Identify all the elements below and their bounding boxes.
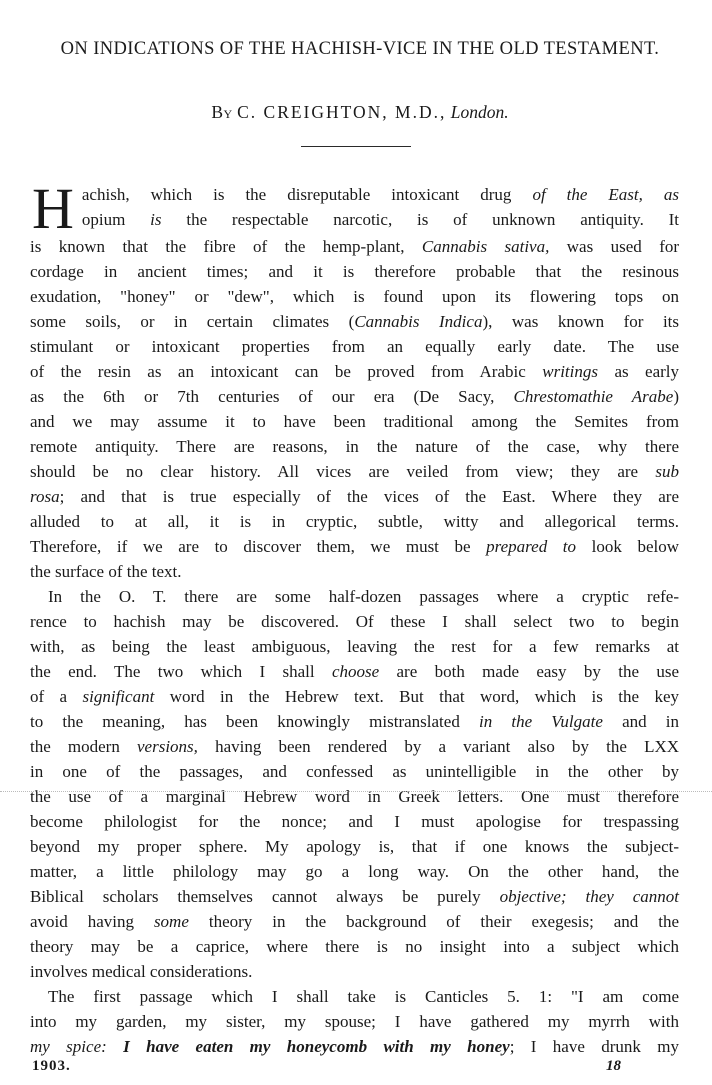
text-line: the end. The two which I shall choose are both made easy by the use bbox=[30, 662, 680, 681]
text-line: with, as being the least ambiguous, leaving the rest for a few remarks at bbox=[30, 637, 679, 656]
author-city: London. bbox=[450, 102, 509, 122]
text-line: involves medical considerations. bbox=[30, 962, 253, 981]
byline bbox=[40, 101, 680, 123]
text-line: avoid having some theory in the background of their exegesis; and the bbox=[30, 912, 680, 931]
text-line: matter, a little philology may go a long way. On the other hand, the bbox=[30, 862, 679, 881]
text-line: The first passage which I shall take is Canticles 5. 1: "I am come bbox=[48, 987, 679, 1006]
text-line: the surface of the text. bbox=[30, 562, 182, 581]
text-line: Biblical scholars themselves cannot always be purely objective; they cannot bbox=[30, 887, 680, 906]
text-line: alluded to at all, it is in cryptic, subtle, witty and allegorical terms. bbox=[30, 512, 679, 531]
text-line: of a significant word in the Hebrew text. But that word, which is the key bbox=[30, 687, 680, 706]
scan-artifact-line bbox=[0, 791, 712, 792]
text-line: some soils, or in certain climates (Cannabis Indica), was known for its bbox=[30, 312, 680, 331]
text-line: the modern versions, having been rendered by a variant also by the LXX bbox=[30, 737, 680, 756]
article-title: ON INDICATIONS OF THE HACHISH-VICE IN THE OLD TESTAMENT. bbox=[60, 39, 660, 59]
text-line: rosa; and that is true especially of the vices of the East. Where they are bbox=[30, 487, 679, 506]
text-line: is known that the fibre of the hemp-plant, Cannabis sativa, was used for bbox=[30, 237, 680, 256]
text-line: the use of a marginal Hebrew word in Greek letters. One must therefore bbox=[30, 787, 679, 806]
text-line: opium is the respectable narcotic, is of unknown antiquity. It bbox=[81, 210, 680, 229]
byline-by: By bbox=[211, 102, 233, 122]
text-line: stimulant or intoxicant properties from an equally early date. The use bbox=[30, 337, 679, 356]
drop-cap: H bbox=[32, 176, 74, 241]
paragraph-2 bbox=[30, 584, 679, 984]
text-line: become philologist for the nonce; and I must apologise for trespassing bbox=[30, 812, 679, 831]
text-line: my spice: I have eaten my honeycomb with my honey; I have drunk my bbox=[30, 1037, 680, 1056]
paragraph-3 bbox=[30, 984, 679, 1059]
text-line: as the 6th or 7th centuries of our era (De Sacy, Chrestomathie Arabe) bbox=[30, 387, 679, 406]
text-line: should be no clear history. All vices are veiled from view; they are sub bbox=[30, 462, 679, 481]
text-line: into my garden, my sister, my spouse; I have gathered my myrrh with bbox=[30, 1012, 679, 1031]
title-divider bbox=[301, 146, 411, 147]
text-line: rence to hachish may be discovered. Of these I shall select two to begin bbox=[30, 612, 679, 631]
article-body bbox=[30, 176, 680, 1059]
page-number: 18 bbox=[606, 1058, 621, 1074]
text-line: Therefore, if we are to discover them, we must be prepared to look below bbox=[30, 537, 679, 556]
text-line: theory may be a caprice, where there is no insight into a subject which bbox=[30, 937, 679, 956]
text-line: and we may assume it to have been traditional among the Semites from bbox=[30, 412, 679, 431]
text-line: to the meaning, has been knowingly mistranslated in the Vulgate and in bbox=[30, 712, 679, 731]
author-name: C. CREIGHTON, M.D., bbox=[237, 102, 447, 122]
page-year: 1903. bbox=[32, 1058, 71, 1074]
paragraph-1 bbox=[30, 176, 680, 584]
text-line: cordage in ancient times; and it is therefore probable that the resinous bbox=[30, 262, 680, 281]
text-line: beyond my proper sphere. My apology is, that if one knows the subject- bbox=[30, 837, 679, 856]
text-line: in one of the passages, and confessed as unintelligible in the other by bbox=[30, 762, 679, 781]
text-line: achish, which is the disreputable intoxicant drug of the East, as bbox=[81, 185, 680, 204]
text-line: of the resin as an intoxicant can be proved from Arabic writings as early bbox=[30, 362, 680, 381]
text-line: In the O. T. there are some half-dozen passages where a cryptic refe- bbox=[48, 587, 679, 606]
text-line: exudation, "honey" or "dew", which is found upon its flowering tops on bbox=[30, 287, 679, 306]
text-line: remote antiquity. There are reasons, in the nature of the case, why there bbox=[30, 437, 679, 456]
